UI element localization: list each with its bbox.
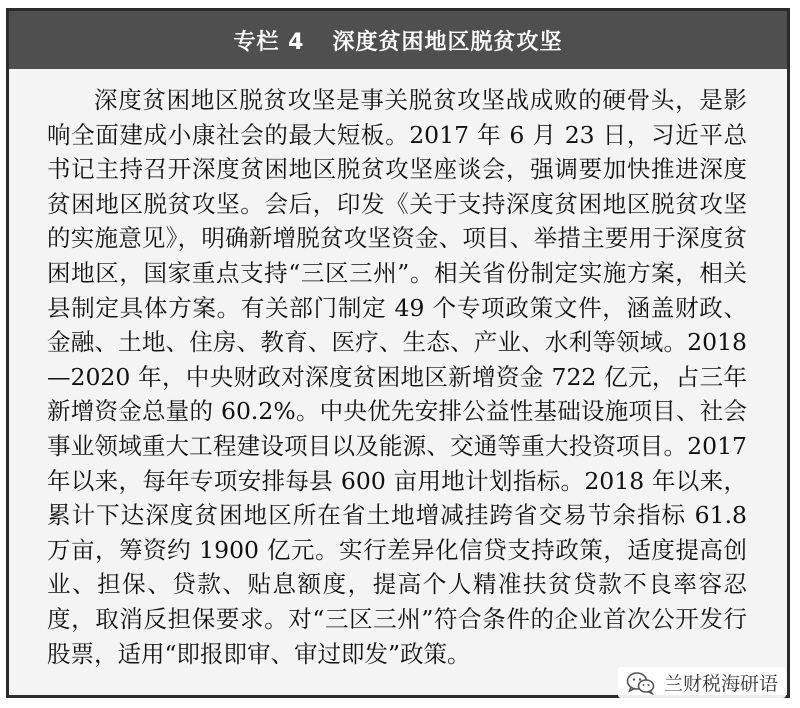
column-body-text: 深度贫困地区脱贫攻坚是事关脱贫攻坚战成败的硬骨头，是影响全面建成小康社会的最大短板。2017 年 6 月 23 日，习近平总书记主持召开深度贫困地区脱贫攻坚座谈会，强调要加快推进深度贫困地区脱贫攻坚。会后，印发《关于支持深度贫困地区脱贫攻坚的实施意见》，明确新增脱贫攻坚资金、项目、举措主要用于深度贫困地区，国家重点支持“三区三州”。相关省份制定实施方案，相关县制定具体方案。有关部门制定 49 个专项政策文件，涵盖财政、金融、土地、住房、教育、医疗、生态、产业、水利等领域。2018—2020 年，中央财政对深度贫困地区新增资金 722 亿元，占三年新增资金总量的 60.2%。中央优先安排公益性基础设施项目、社会事业领域重大工程建设项目以及能源、交通等重大投资项目。2017 年以来，每年专项安排每县 600 亩用地计划指标。2018 年以来，累计下达深度贫困地区所在省土地增减挂跨省交易节余指标 61.8 万亩，筹资约 1900 亿元。实行差异化信贷支持政策，适度提高创业、担保、贷款、贴息额度，提高个人精准扶贫贷款不良率容忍度，取消反担保要求。对“三区三州”符合条件的企业首次公开发行股票，适用“即报即审、审过即发”政策。 (47, 86, 747, 668)
column-title: 深度贫困地区脱贫攻坚 (332, 29, 563, 55)
watermark (618, 667, 786, 698)
watermark-text: 兰财税海研语 (663, 673, 778, 695)
wechat-icon (626, 671, 656, 695)
column-box (6, 8, 790, 698)
column-label: 专栏 4 (233, 29, 305, 55)
column-header (9, 11, 787, 69)
